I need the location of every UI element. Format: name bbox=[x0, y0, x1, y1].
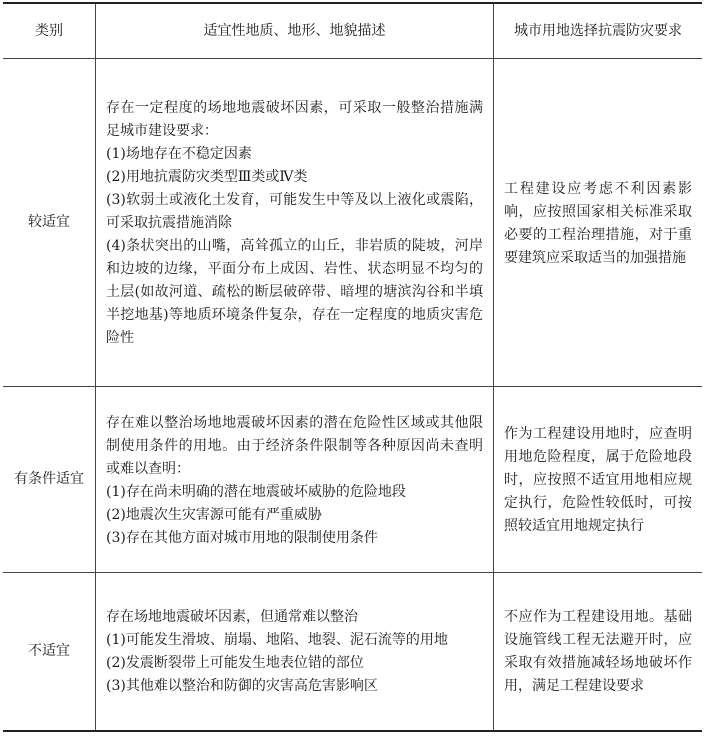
header-requirement: 城市用地选择抗震防灾要求 bbox=[494, 3, 703, 59]
description-line: 存在难以整治场地地震破坏因素的潜在危险性区域或其他限制使用条件的用地。由于经济条件限制等各种原因尚未查明或难以查明： bbox=[106, 414, 483, 477]
row-requirement bbox=[494, 387, 703, 573]
description-line: (3)存在其他方面对城市用地的限制使用条件 bbox=[106, 529, 378, 546]
description-line: (4)条状突出的山嘴，高耸孤立的山丘，非岩质的陡坡，河岸和边坡的边缘，平面分布上成因、岩性、状态明显不均匀的土层(如故河道、疏松的断层破碎带、暗埋的塘滨沟谷和半填半挖地基)等地质环境条件复杂，存在一定程度的地质灾害危险性 bbox=[106, 238, 483, 346]
seismic-suitability-table bbox=[3, 2, 702, 732]
description-line: (3)软弱土或液化土发育，可能发生中等及以上液化或震陷，可采取抗震措施消除 bbox=[106, 192, 483, 231]
description-line: (2)用地抗震防灾类型Ⅲ类或Ⅳ类 bbox=[106, 169, 308, 185]
description-line: 存在场地地震破坏因素，但通常难以整治 bbox=[106, 609, 358, 626]
description-line: 存在一定程度的场地地震破坏因素，可采取一般整治措施满足城市建设要求： bbox=[106, 100, 483, 139]
description-line: (2)发震断裂带上可能发生地表位错的部位 bbox=[106, 655, 364, 672]
row-category: 不适宜 bbox=[3, 573, 96, 731]
table-row bbox=[3, 387, 702, 573]
row-category: 较适宜 bbox=[3, 59, 96, 387]
requirement-text: 作为工程建设用地时，应查明用地危险程度，属于危险地段时，应按照不适宜用地相应规定执行，危险性较低时，可按照较适宜用地规定执行 bbox=[504, 426, 692, 534]
row-description bbox=[96, 573, 494, 731]
row-requirement bbox=[494, 59, 703, 387]
requirement-text: 工程建设应考虑不利因素影响，应按照国家相关标准采取必要的工程治理措施，对于重要建筑应采取适当的加强措施 bbox=[504, 180, 692, 266]
row-requirement bbox=[494, 573, 703, 731]
description-line: (1)可能发生滑坡、崩塌、地陷、地裂、泥石流等的用地 bbox=[106, 632, 448, 649]
description-line: (1)存在尚未明确的潜在地震破坏威胁的危险地段 bbox=[106, 483, 406, 500]
header-description: 适宜性地质、地形、地貌描述 bbox=[96, 3, 494, 59]
table-row bbox=[3, 59, 702, 387]
requirement-text: 不应作为工程建设用地。基础设施管线工程无法避开时，应采取有效措施减轻场地破坏作用，满足工程建设要求 bbox=[504, 609, 692, 695]
description-line: (3)其他难以整治和防御的灾害高危害影响区 bbox=[106, 678, 378, 695]
header-category: 类别 bbox=[3, 3, 96, 59]
row-category: 有条件适宜 bbox=[3, 387, 96, 573]
table-row bbox=[3, 573, 702, 731]
description-line: (1)场地存在不稳定因素 bbox=[106, 146, 252, 162]
description-line: (2)地震次生灾害源可能有严重威胁 bbox=[106, 506, 322, 523]
table-header-row bbox=[3, 3, 702, 59]
row-description bbox=[96, 59, 494, 387]
row-description bbox=[96, 387, 494, 573]
